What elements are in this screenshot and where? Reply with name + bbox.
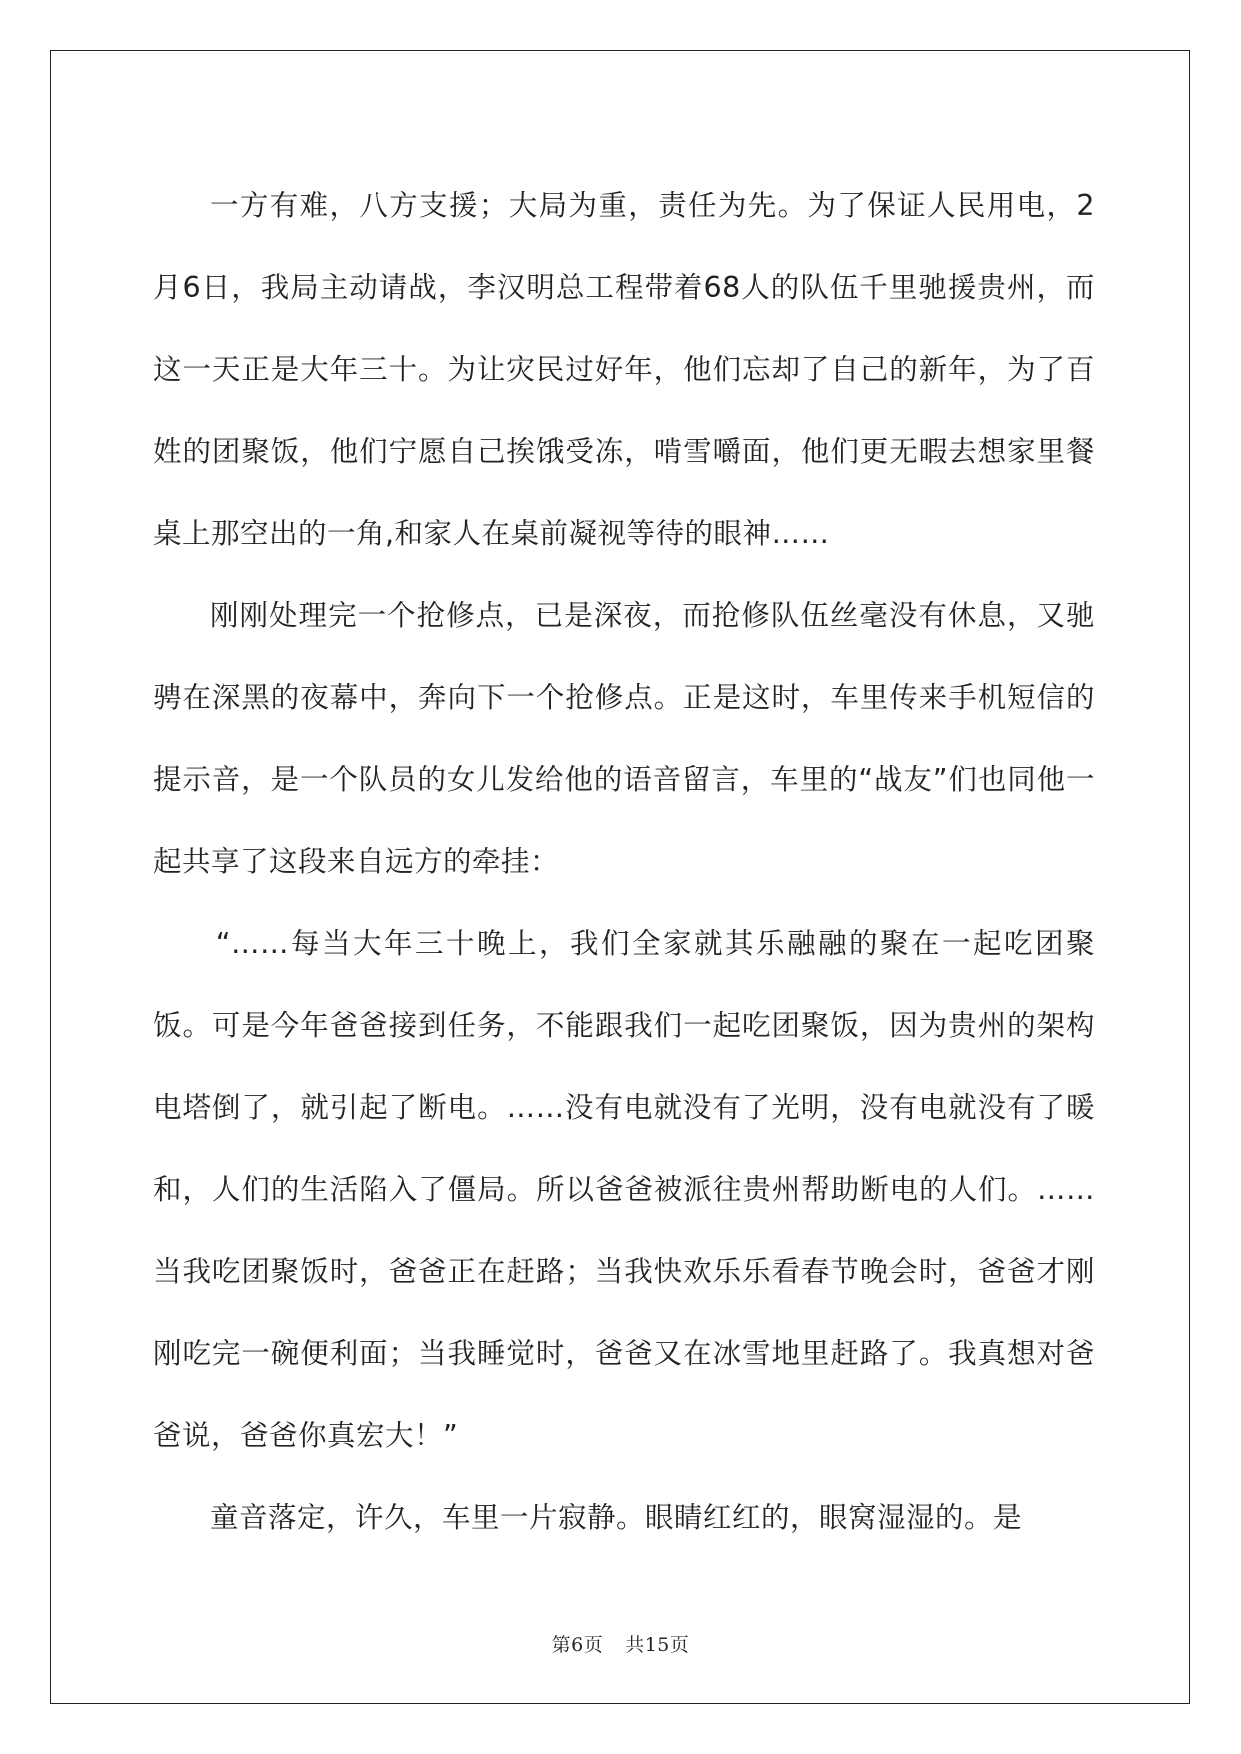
- page-number: 第6页: [551, 1634, 604, 1656]
- paragraph-4: 童音落定，许久，车里一片寂静。眼睛红红的，眼窝湿湿的。是: [210, 1501, 1023, 1534]
- document-body: [153, 165, 1095, 1559]
- page-total: 共15页: [625, 1634, 690, 1656]
- paragraph-quote: “……每当大年三十晚上，我们全家就其乐融融的聚在一起吃团聚饭。可是今年爸爸接到任务，不能跟我们一起吃团聚饭，因为贵州的架构电塔倒了，就引起了断电。……没有电就没有了光明，没有电就没有了暖和，人们的生活陷入了僵局。所以爸爸被派往贵州帮助断电的人们。……当我吃团聚饭时，爸爸正在赶路；当我快欢乐乐看春节晚会时，爸爸才刚刚吃完一碗便利面；当我睡觉时，爸爸又在冰雪地里赶路了。我真想对爸爸说，爸爸你真宏大！”: [153, 927, 1095, 1452]
- paragraph-1: 一方有难，八方支援；大局为重，责任为先。为了保证人民用电，2月6日，我局主动请战，李汉明总工程带着68人的队伍千里驰援贵州，而这一天正是大年三十。为让灾民过好年，他们忘却了自己的新年，为了百姓的团聚饭，他们宁愿自己挨饿受冻，啃雪嚼面，他们更无暇去想家里餐桌上那空出的一角,和家人在桌前凝视等待的眼神……: [153, 189, 1095, 550]
- page-footer: [0, 1630, 1241, 1657]
- paragraph-2: 刚刚处理完一个抢修点，已是深夜，而抢修队伍丝毫没有休息，又驰骋在深黑的夜幕中，奔向下一个抢修点。正是这时，车里传来手机短信的提示音，是一个队员的女儿发给他的语音留言，车里的“战友”们也同他一起共享了这段来自远方的牵挂：: [153, 599, 1095, 878]
